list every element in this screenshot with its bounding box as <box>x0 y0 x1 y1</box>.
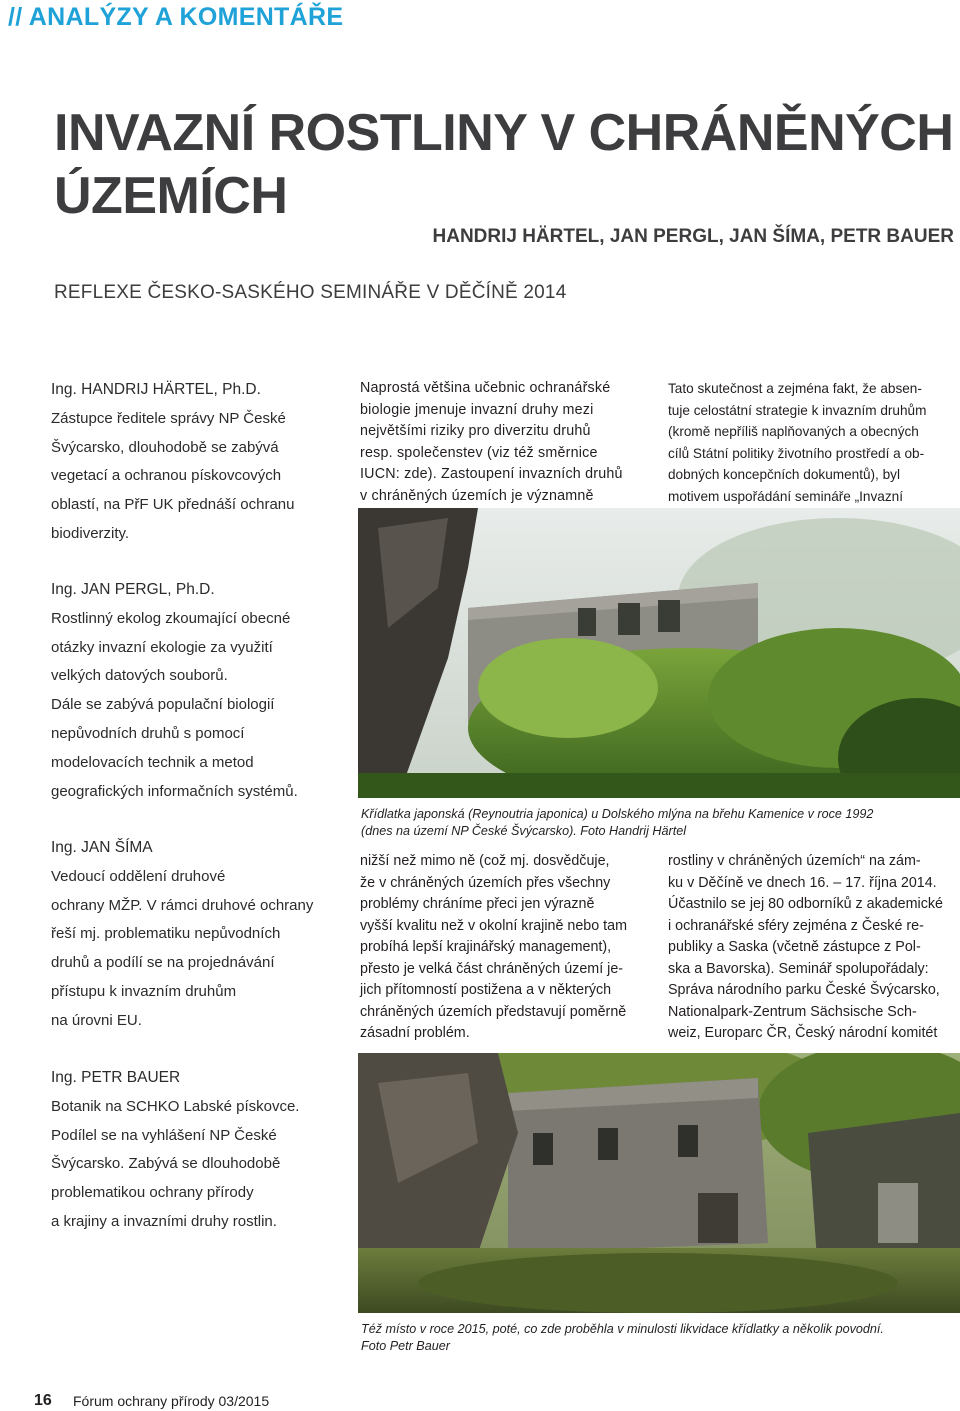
body-line: Tato skutečnost a zejména fakt, že absen- <box>668 381 922 396</box>
article-subtitle: REFLEXE ČESKO-SASKÉHO SEMINÁŘE V DĚČÍNĚ 2014 <box>54 282 567 303</box>
bio-line: Rostlinný ekolog zkoumající obecné <box>51 609 291 627</box>
bio-line: na úrovni EU. <box>51 1011 142 1029</box>
body-line: největšími riziky pro diverzitu druhů <box>360 423 591 439</box>
author-bio-bauer <box>51 1064 341 1237</box>
caption-line: Křídlatka japonská (Reynoutria japonica) u Dolského mlýna na břehu Kamenice v roce 1992 <box>361 807 874 821</box>
page-number: 16 <box>34 1392 52 1409</box>
bio-line: biodiverzity. <box>51 524 130 542</box>
body-line: cílů Státní politiky životního prostředí a ob- <box>668 445 925 461</box>
bio-line: Dále se zabývá populační biologií <box>51 696 275 714</box>
photo-caption-1 <box>361 806 956 839</box>
photo-mill-2015 <box>358 1053 960 1313</box>
bio-line: a krajiny a invazními druhy rostlin. <box>51 1212 277 1230</box>
photo-caption-2 <box>361 1321 956 1354</box>
body-line: resp. společenstev (viz též směrnice <box>360 444 598 461</box>
body-line: biologie jmenuje invazní druhy mezi <box>360 401 594 418</box>
bio-line: ochrany MŽP. V rámci druhové ochrany <box>51 896 314 914</box>
bio-line: oblastí, na PřF UK přednáší ochranu <box>51 496 295 514</box>
bio-line: Botanik na SCHKO Labské pískovce. <box>51 1097 300 1115</box>
bio-name: Ing. JAN ŠÍMA <box>51 839 153 856</box>
body-line: nižší než mimo ně (což mj. dosvědčuje, <box>360 853 610 869</box>
body-line: chráněných územích představují poměrně <box>360 1003 627 1020</box>
bio-line: Podílel se na vyhlášení NP České <box>51 1126 277 1144</box>
body-line: Naprostá většina učebnic ochranářské <box>360 380 611 396</box>
bio-line: nepůvodních druhů s pomocí <box>51 724 245 742</box>
body-line: i ochranářské sféry zejména z České re- <box>668 917 924 934</box>
bio-line: otázky invazní ekologie za využití <box>51 638 273 656</box>
body-line: (kromě nepříliš naplňovaných a obecných <box>668 424 919 439</box>
body-column-right-mid <box>668 851 958 1045</box>
article-title-line-2: ÚZEMÍCH <box>54 167 288 225</box>
body-line: přesto je velká část chráněných území je- <box>360 960 624 977</box>
body-line: že v chráněných územích přes všechny <box>360 874 611 891</box>
body-line: probíhá lepší krajinářský management), <box>360 939 612 955</box>
body-column-middle-top <box>360 378 650 507</box>
section-header: // ANALÝZY A KOMENTÁŘE <box>8 3 344 31</box>
bio-line: řeší mj. problematiku nepůvodních <box>51 925 281 943</box>
body-line: dobných koncepčních dokumentů), byl <box>668 467 900 482</box>
body-line: ska a Bavorska). Seminář spolupořádaly: <box>668 960 929 977</box>
author-bio-pergl <box>51 576 341 806</box>
bio-line: Švýcarsko, dlouhodobě se zabývá <box>51 438 279 456</box>
body-line: Nationalpark-Zentrum Sächsische Sch- <box>668 1003 917 1020</box>
body-line: Účastnilo se jej 80 odborníků z akademické <box>668 896 943 912</box>
bio-line: modelovacích technik a metod <box>51 753 254 771</box>
body-line: motivem uspořádání semináře „Invazní <box>668 488 903 504</box>
bio-name: Ing. HANDRIJ HÄRTEL, Ph.D. <box>51 381 261 398</box>
body-line: zásadní problém. <box>360 1025 470 1041</box>
photo-mill-1992 <box>358 508 960 798</box>
caption-line: (dnes na území NP České Švýcarsko). Foto Handrij Härtel <box>361 823 686 838</box>
body-column-right-top <box>668 378 958 507</box>
bio-line: druhů a podílí se na projednávání <box>51 954 275 972</box>
body-line: ku v Děčíně ve dnech 16. – 17. října 2014. <box>668 874 937 891</box>
body-line: problémy chráníme přeci jen výrazně <box>360 896 595 912</box>
body-line: rostliny v chráněných územích“ na zám- <box>668 853 921 869</box>
article-authors: HANDRIJ HÄRTEL, JAN PERGL, JAN ŠÍMA, PETR BAUER <box>432 226 954 247</box>
caption-line: Též místo v roce 2015, poté, co zde proběhla v minulosti likvidace křídlatky a několik povodní. <box>361 1322 884 1336</box>
bio-name: Ing. JAN PERGL, Ph.D. <box>51 581 215 598</box>
article-title-line-1: INVAZNÍ ROSTLINY V CHRÁNĚNÝCH <box>54 104 954 162</box>
body-line: IUCN: zde). Zastoupení invazních druhů <box>360 466 623 482</box>
bio-line: problematikou ochrany přírody <box>51 1184 254 1202</box>
body-line: publiky a Saska (včetně zástupce z Pol- <box>668 939 921 955</box>
author-bio-sima <box>51 834 341 1036</box>
bio-line: přístupu k invazním druhům <box>51 982 237 1000</box>
caption-line: Foto Petr Bauer <box>361 1338 450 1353</box>
body-line: Správa národního parku České Švýcarsko, <box>668 982 940 998</box>
bio-line: Švýcarsko. Zabývá se dlouhodobě <box>51 1155 281 1173</box>
body-line: vyšší kvalitu než v okolní krajině nebo tam <box>360 917 627 934</box>
bio-name: Ing. PETR BAUER <box>51 1069 181 1086</box>
body-line: tuje celostátní strategie k invazním druhům <box>668 402 927 418</box>
body-line: weiz, Europarc ČR, Český národní komitét <box>668 1025 938 1041</box>
bio-line: vegetací a ochranou pískovcových <box>51 467 282 485</box>
body-column-middle-mid <box>360 851 650 1045</box>
bio-line: velkých datových souborů. <box>51 667 228 685</box>
body-line: v chráněných územích je významně <box>360 487 594 504</box>
author-bio-hartel <box>51 376 341 549</box>
publication-name: Fórum ochrany přírody 03/2015 <box>73 1393 270 1409</box>
bio-line: Zástupce ředitele správy NP České <box>51 409 286 427</box>
body-line: jich přítomností postižena a v některých <box>360 982 612 998</box>
bio-line: Vedoucí oddělení druhové <box>51 867 226 885</box>
bio-line: geografických informačních systémů. <box>51 782 298 800</box>
